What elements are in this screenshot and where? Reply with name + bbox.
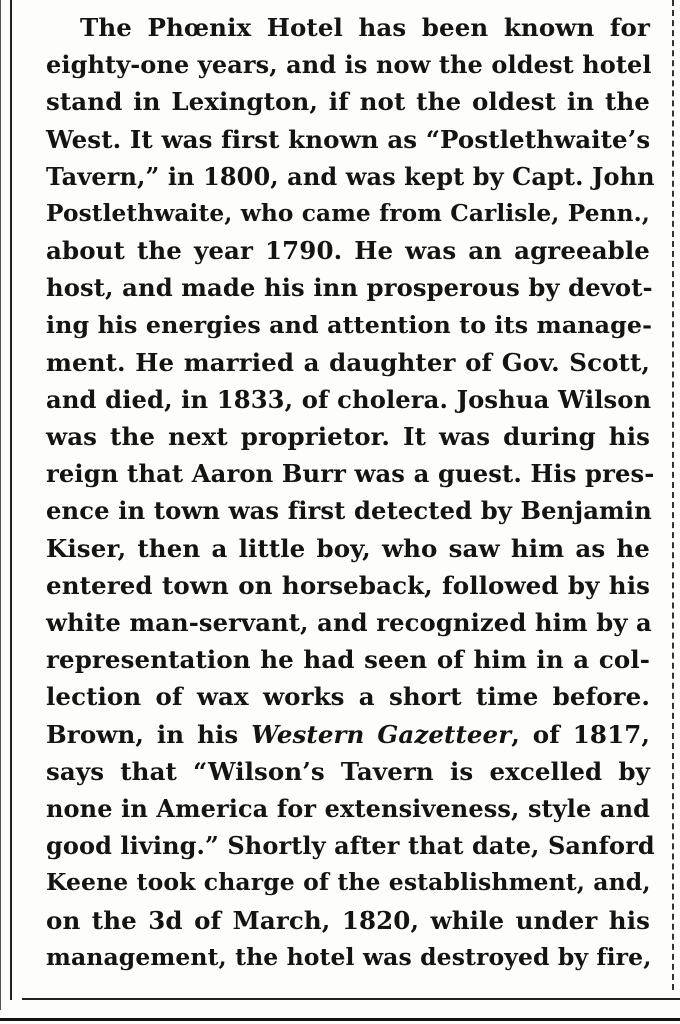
bottom-border [0, 1018, 680, 1021]
text-line: good living.” Shortly after that date, Sanford [46, 831, 655, 861]
text-line: none in America for extensiveness, style and [46, 793, 650, 823]
text-line: representation he had seen of him in a col- [46, 645, 650, 675]
left-border-thin [0, 0, 1, 1010]
text-line: ence in town was first detected by Benjamin [46, 496, 652, 526]
text-line: and died, in 1833, of cholera. Joshua Wilson [46, 384, 652, 414]
text-line: reign that Aaron Burr was a guest. His pres- [46, 459, 655, 489]
text-line: white man-servant, and recognized him by a [46, 608, 652, 637]
bottom-rule [22, 998, 680, 1000]
text-line: host, and made his inn prosperous by devot- [46, 273, 653, 303]
text-segment: Brown, in his [46, 719, 252, 749]
text-line: management, the hotel was destroyed by fire, [46, 942, 652, 971]
text-line: about the year 1790. He was an agreeable [46, 236, 650, 266]
text-line: stand in Lexington, if not the oldest in the [46, 87, 650, 117]
text-line: Postlethwaite, who came from Carlisle, Penn., [46, 199, 650, 227]
text-line-with-italic [46, 716, 650, 753]
text-segment: , of 1817, [511, 719, 650, 749]
text-line: Tavern,” in 1800, and was kept by Capt. John [46, 161, 655, 191]
left-column-rule [10, 0, 12, 1000]
text-line: ing his energies and attention to its manage- [46, 310, 653, 339]
text-line: was the next proprietor. It was during his [46, 422, 650, 452]
right-column-rule [672, 0, 674, 990]
text-line: entered town on horseback, followed by his [46, 570, 650, 600]
text-line: The Phœnix Hotel has been known for [80, 13, 650, 42]
text-line: Kiser, then a little boy, who saw him as he [46, 533, 650, 563]
italic-title: Western Gazetteer [251, 719, 512, 749]
text-line: West. It was first known as “Postlethwaite’s [46, 124, 651, 154]
article-paragraph [46, 9, 655, 976]
text-line: Keene took charge of the establishment, and, [46, 868, 651, 897]
text-line: says that “Wilson’s Tavern is excelled by [46, 756, 650, 786]
text-line: ment. He married a daughter of Gov. Scott, [46, 347, 650, 377]
text-line: on the 3d of March, 1820, while under his [46, 905, 650, 935]
text-line: eighty-one years, and is now the oldest hotel [46, 50, 652, 80]
text-line: lection of wax works a short time before. [46, 682, 650, 712]
